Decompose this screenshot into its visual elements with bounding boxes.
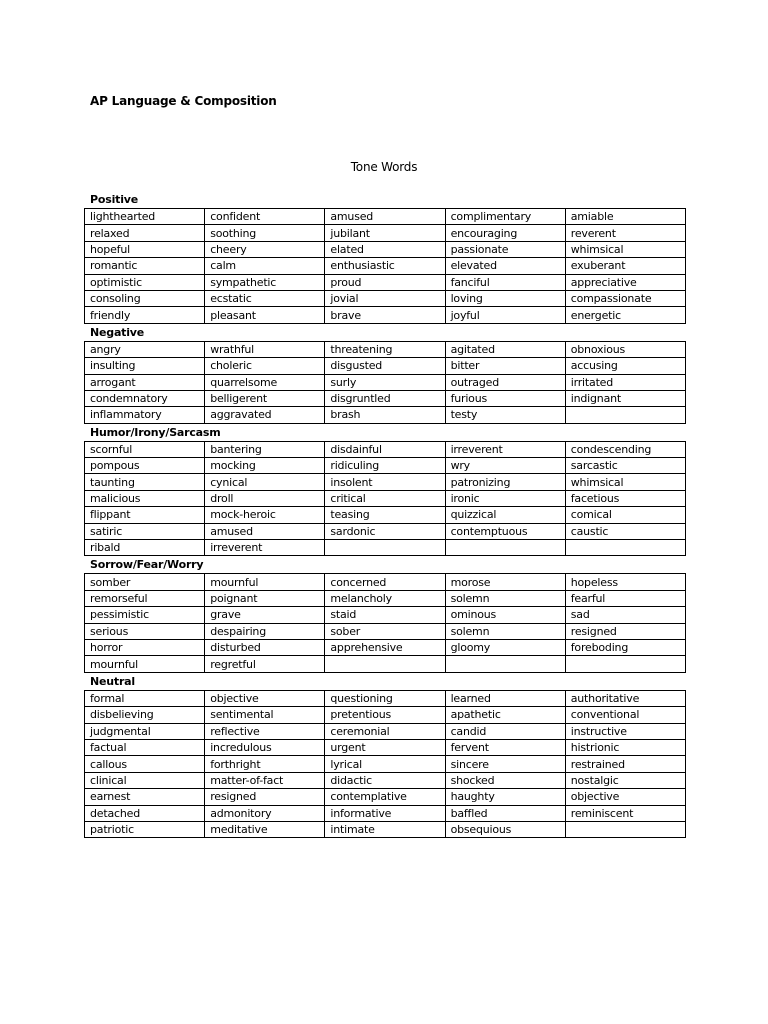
word-cell: sincere xyxy=(445,756,565,772)
section-heading: Humor/Irony/Sarcasm xyxy=(90,425,221,439)
word-cell: confident xyxy=(205,209,325,225)
word-cell: despairing xyxy=(205,623,325,639)
word-cell: ironic xyxy=(445,490,565,506)
word-cell: admonitory xyxy=(205,805,325,821)
word-cell: accusing xyxy=(565,358,685,374)
word-cell: formal xyxy=(85,690,205,706)
word-cell: testy xyxy=(445,407,565,423)
word-cell: contemptuous xyxy=(445,523,565,539)
tone-word-sections xyxy=(84,191,685,838)
word-cell: brash xyxy=(325,407,445,423)
word-cell: pleasant xyxy=(205,307,325,323)
word-cell: ridiculing xyxy=(325,458,445,474)
table-row xyxy=(85,474,686,490)
word-cell: wry xyxy=(445,458,565,474)
word-cell: fervent xyxy=(445,739,565,755)
word-cell: factual xyxy=(85,739,205,755)
word-cell: compassionate xyxy=(565,290,685,306)
table-row xyxy=(85,590,686,606)
word-cell: candid xyxy=(445,723,565,739)
word-cell: caustic xyxy=(565,523,685,539)
word-cell: energetic xyxy=(565,307,685,323)
word-cell: brave xyxy=(325,307,445,323)
table-row xyxy=(85,690,686,706)
word-cell: scornful xyxy=(85,441,205,457)
word-cell: choleric xyxy=(205,358,325,374)
word-cell: questioning xyxy=(325,690,445,706)
word-cell: soothing xyxy=(205,225,325,241)
table-row xyxy=(85,756,686,772)
word-cell: intimate xyxy=(325,821,445,837)
word-cell: melancholy xyxy=(325,590,445,606)
table-row xyxy=(85,656,686,672)
word-cell: obnoxious xyxy=(565,341,685,357)
word-cell: regretful xyxy=(205,656,325,672)
word-cell: belligerent xyxy=(205,390,325,406)
word-cell: reminiscent xyxy=(565,805,685,821)
course-header: AP Language & Composition xyxy=(90,94,277,108)
word-cell: callous xyxy=(85,756,205,772)
table-row xyxy=(85,607,686,623)
word-cell: nostalgic xyxy=(565,772,685,788)
word-cell: serious xyxy=(85,623,205,639)
word-cell: mournful xyxy=(85,656,205,672)
word-cell: histrionic xyxy=(565,739,685,755)
table-row xyxy=(85,341,686,357)
word-cell: solemn xyxy=(445,623,565,639)
word-cell: cynical xyxy=(205,474,325,490)
word-cell xyxy=(325,540,445,556)
table-row xyxy=(85,540,686,556)
word-cell: outraged xyxy=(445,374,565,390)
word-cell: authoritative xyxy=(565,690,685,706)
word-cell: wrathful xyxy=(205,341,325,357)
table-row xyxy=(85,523,686,539)
word-cell: irritated xyxy=(565,374,685,390)
table-row xyxy=(85,789,686,805)
table-row xyxy=(85,358,686,374)
word-cell: disgruntled xyxy=(325,390,445,406)
table-row xyxy=(85,441,686,457)
word-cell: teasing xyxy=(325,507,445,523)
word-cell: bitter xyxy=(445,358,565,374)
word-cell: exuberant xyxy=(565,258,685,274)
table-row xyxy=(85,723,686,739)
word-cell: baffled xyxy=(445,805,565,821)
word-cell: romantic xyxy=(85,258,205,274)
word-cell: morose xyxy=(445,574,565,590)
word-cell: jubilant xyxy=(325,225,445,241)
word-cell: sober xyxy=(325,623,445,639)
word-cell: irreverent xyxy=(205,540,325,556)
word-cell: sentimental xyxy=(205,707,325,723)
word-cell xyxy=(565,540,685,556)
tone-words-table xyxy=(84,573,686,672)
table-row xyxy=(85,374,686,390)
word-cell: grave xyxy=(205,607,325,623)
table-row xyxy=(85,821,686,837)
word-cell: inflammatory xyxy=(85,407,205,423)
word-cell: apathetic xyxy=(445,707,565,723)
word-cell: ceremonial xyxy=(325,723,445,739)
word-cell: enthusiastic xyxy=(325,258,445,274)
table-row xyxy=(85,241,686,257)
word-cell: poignant xyxy=(205,590,325,606)
document-title: Tone Words xyxy=(350,160,418,174)
word-cell: hopeless xyxy=(565,574,685,590)
word-cell: quarrelsome xyxy=(205,374,325,390)
word-cell: droll xyxy=(205,490,325,506)
word-cell: horror xyxy=(85,639,205,655)
word-cell: concerned xyxy=(325,574,445,590)
word-cell: mournful xyxy=(205,574,325,590)
word-cell: lighthearted xyxy=(85,209,205,225)
word-cell: hopeful xyxy=(85,241,205,257)
word-cell: mocking xyxy=(205,458,325,474)
word-cell: fanciful xyxy=(445,274,565,290)
word-cell: passionate xyxy=(445,241,565,257)
word-cell xyxy=(445,540,565,556)
table-row xyxy=(85,805,686,821)
word-cell: patriotic xyxy=(85,821,205,837)
word-cell: patronizing xyxy=(445,474,565,490)
word-cell: insolent xyxy=(325,474,445,490)
word-cell: apprehensive xyxy=(325,639,445,655)
word-cell: conventional xyxy=(565,707,685,723)
word-cell: fearful xyxy=(565,590,685,606)
table-row xyxy=(85,274,686,290)
word-cell: clinical xyxy=(85,772,205,788)
word-cell: elevated xyxy=(445,258,565,274)
word-cell: sardonic xyxy=(325,523,445,539)
word-cell: judgmental xyxy=(85,723,205,739)
word-cell: resigned xyxy=(565,623,685,639)
word-cell: friendly xyxy=(85,307,205,323)
tone-words-table xyxy=(84,441,686,557)
table-row xyxy=(85,574,686,590)
table-row xyxy=(85,623,686,639)
word-cell: aggravated xyxy=(205,407,325,423)
word-cell: threatening xyxy=(325,341,445,357)
tone-words-table xyxy=(84,341,686,424)
word-cell: shocked xyxy=(445,772,565,788)
section-heading: Neutral xyxy=(90,674,135,688)
word-cell: whimsical xyxy=(565,241,685,257)
word-cell: reverent xyxy=(565,225,685,241)
word-cell: comical xyxy=(565,507,685,523)
word-cell: ribald xyxy=(85,540,205,556)
table-row xyxy=(85,225,686,241)
table-row xyxy=(85,490,686,506)
word-cell: forthright xyxy=(205,756,325,772)
word-cell: remorseful xyxy=(85,590,205,606)
word-cell xyxy=(445,656,565,672)
word-cell: staid xyxy=(325,607,445,623)
word-cell: informative xyxy=(325,805,445,821)
word-cell: cheery xyxy=(205,241,325,257)
word-cell: amused xyxy=(205,523,325,539)
table-row xyxy=(85,258,686,274)
word-cell: mock-heroic xyxy=(205,507,325,523)
word-cell: learned xyxy=(445,690,565,706)
word-cell: lyrical xyxy=(325,756,445,772)
table-row xyxy=(85,307,686,323)
word-cell: solemn xyxy=(445,590,565,606)
word-cell: sad xyxy=(565,607,685,623)
word-cell: condemnatory xyxy=(85,390,205,406)
word-cell: pessimistic xyxy=(85,607,205,623)
word-cell: bantering xyxy=(205,441,325,457)
word-cell: matter-of-fact xyxy=(205,772,325,788)
word-cell xyxy=(325,656,445,672)
tone-words-table xyxy=(84,690,686,839)
word-cell: pretentious xyxy=(325,707,445,723)
tone-words-table xyxy=(84,208,686,324)
table-row xyxy=(85,209,686,225)
word-cell: indignant xyxy=(565,390,685,406)
word-cell: insulting xyxy=(85,358,205,374)
word-cell: restrained xyxy=(565,756,685,772)
section-heading: Positive xyxy=(90,193,138,206)
word-cell: somber xyxy=(85,574,205,590)
word-cell: obsequious xyxy=(445,821,565,837)
word-cell: consoling xyxy=(85,290,205,306)
word-cell: encouraging xyxy=(445,225,565,241)
section-heading: Sorrow/Fear/Worry xyxy=(90,558,204,572)
word-cell: loving xyxy=(445,290,565,306)
table-row xyxy=(85,739,686,755)
word-cell: optimistic xyxy=(85,274,205,290)
word-cell: disturbed xyxy=(205,639,325,655)
word-cell: gloomy xyxy=(445,639,565,655)
word-cell: contemplative xyxy=(325,789,445,805)
word-cell xyxy=(565,821,685,837)
table-row xyxy=(85,458,686,474)
word-cell: haughty xyxy=(445,789,565,805)
word-cell: facetious xyxy=(565,490,685,506)
word-cell: reflective xyxy=(205,723,325,739)
word-cell: jovial xyxy=(325,290,445,306)
word-cell: calm xyxy=(205,258,325,274)
word-cell: satiric xyxy=(85,523,205,539)
word-cell: sarcastic xyxy=(565,458,685,474)
word-cell: didactic xyxy=(325,772,445,788)
section-heading: Negative xyxy=(90,325,145,339)
table-row xyxy=(85,390,686,406)
word-cell: ominous xyxy=(445,607,565,623)
word-cell: malicious xyxy=(85,490,205,506)
word-cell: disdainful xyxy=(325,441,445,457)
word-cell: condescending xyxy=(565,441,685,457)
table-row xyxy=(85,407,686,423)
word-cell: taunting xyxy=(85,474,205,490)
word-cell: quizzical xyxy=(445,507,565,523)
word-cell: disgusted xyxy=(325,358,445,374)
table-row xyxy=(85,639,686,655)
word-cell: detached xyxy=(85,805,205,821)
word-cell: surly xyxy=(325,374,445,390)
word-cell: pompous xyxy=(85,458,205,474)
word-cell: complimentary xyxy=(445,209,565,225)
word-cell: objective xyxy=(565,789,685,805)
word-cell: agitated xyxy=(445,341,565,357)
word-cell: resigned xyxy=(205,789,325,805)
word-cell: angry xyxy=(85,341,205,357)
word-cell: objective xyxy=(205,690,325,706)
word-cell: proud xyxy=(325,274,445,290)
word-cell: meditative xyxy=(205,821,325,837)
word-cell: arrogant xyxy=(85,374,205,390)
word-cell xyxy=(565,407,685,423)
word-cell: amused xyxy=(325,209,445,225)
word-cell: disbelieving xyxy=(85,707,205,723)
word-cell: whimsical xyxy=(565,474,685,490)
table-row xyxy=(85,290,686,306)
word-cell: relaxed xyxy=(85,225,205,241)
word-cell: irreverent xyxy=(445,441,565,457)
word-cell: joyful xyxy=(445,307,565,323)
table-row xyxy=(85,772,686,788)
word-cell: urgent xyxy=(325,739,445,755)
word-cell: amiable xyxy=(565,209,685,225)
word-cell: flippant xyxy=(85,507,205,523)
word-cell: sympathetic xyxy=(205,274,325,290)
word-cell: critical xyxy=(325,490,445,506)
table-row xyxy=(85,707,686,723)
word-cell xyxy=(565,656,685,672)
word-cell: foreboding xyxy=(565,639,685,655)
word-cell: instructive xyxy=(565,723,685,739)
word-cell: appreciative xyxy=(565,274,685,290)
word-cell: earnest xyxy=(85,789,205,805)
table-row xyxy=(85,507,686,523)
word-cell: furious xyxy=(445,390,565,406)
word-cell: ecstatic xyxy=(205,290,325,306)
word-cell: incredulous xyxy=(205,739,325,755)
word-cell: elated xyxy=(325,241,445,257)
